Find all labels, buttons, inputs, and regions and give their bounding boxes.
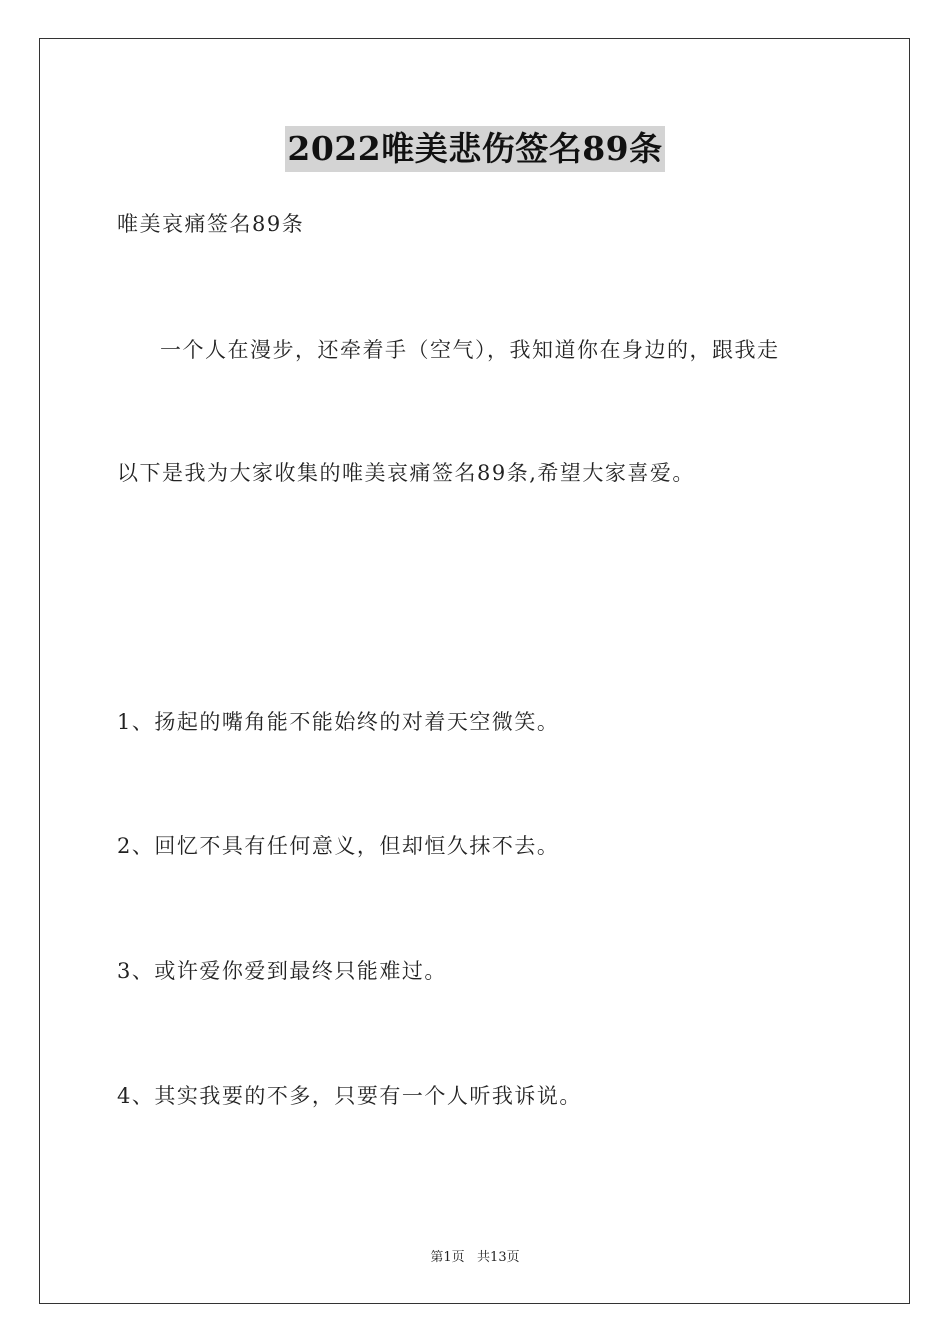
list-item: 3、或许爱你爱到最终只能难过。	[117, 959, 447, 983]
list-item: 2、回忆不具有任何意义，但却恒久抹不去。	[117, 834, 560, 858]
document-subtitle: 唯美哀痛签名89条	[117, 212, 305, 236]
intro-paragraph-line-2: 以下是我为大家收集的唯美哀痛签名89条,希望大家喜爱。	[117, 461, 695, 485]
title-container	[0, 126, 950, 172]
list-item: 1、扬起的嘴角能不能始终的对着天空微笑。	[117, 710, 560, 734]
list-item: 4、其实我要的不多，只要有一个人听我诉说。	[117, 1084, 582, 1108]
document-title: 2022唯美悲伤签名89条	[285, 126, 664, 172]
intro-paragraph-line-1: 一个人在漫步，还牵着手（空气），我知道你在身边的，跟我走	[160, 338, 780, 362]
page-footer: 第1页 共13页	[430, 1250, 520, 1265]
